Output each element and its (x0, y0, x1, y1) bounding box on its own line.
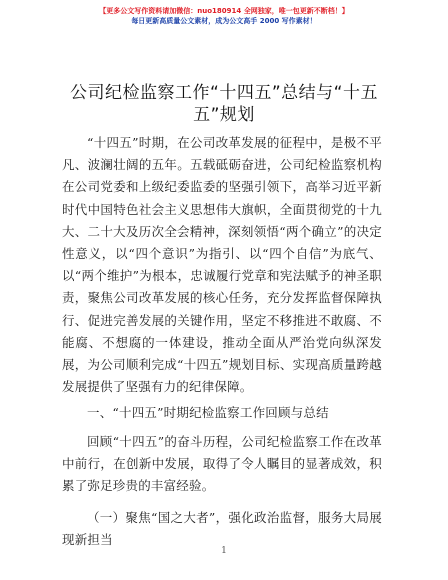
section-paragraph: 回顾“十四五”的奋斗历程，公司纪检监察工作在改革中前行，在创新中发展，取得了令人瞩目的显著成效，积累了弥足珍贵的丰富经验。 (62, 433, 382, 494)
intro-paragraph: “十四五”时期，在公司改革发展的征程中，是极不平凡、波澜壮阔的五年。五载砥砺奋进，公司纪检监察机构在公司党委和上级纪委监委的坚强引领下，高举习近平新时代中国特色社会主义思想伟大旗帜，全面贯彻党的十九大、二十大及历次全会精神，深刻领悟“两个确立”的决定性意义，以“四个意识”为指引、以“四个自信”为底气、以“两个维护”为根本，忠诚履行党章和宪法赋予的神圣职责，聚焦公司改革发展的核心任务，充分发挥监督保障执行、促进完善发展的关键作用，坚定不移推进不敢腐、不能腐、不想腐的一体建设，推动全面从严治党向纵深发展，为公司顺利完成“十四五”规划目标、实现高质量跨越发展提供了坚强有力的纪律保障。 (62, 135, 382, 395)
section-heading: 一、“十四五”时期纪检监察工作回顾与总结 (87, 405, 329, 421)
sub-heading: （一）聚焦“国之大者”，强化政治监督，服务大局展现新担当 (62, 510, 382, 548)
document-title: 公司纪检监察工作“十四五”总结与“十五五”规划 (70, 83, 378, 125)
promo-banner-line-1: 【更多公文写作资料请加微信：nuo180914 全网独家，唯一包更新不断档！】 (99, 7, 349, 15)
promo-banner-line-2: 每日更新高质量公文素材，成为公文高手 2000 写作素材！ (131, 17, 317, 25)
page-number: 1 (221, 546, 227, 556)
promo-banner (0, 6, 448, 26)
document-body (62, 132, 382, 552)
